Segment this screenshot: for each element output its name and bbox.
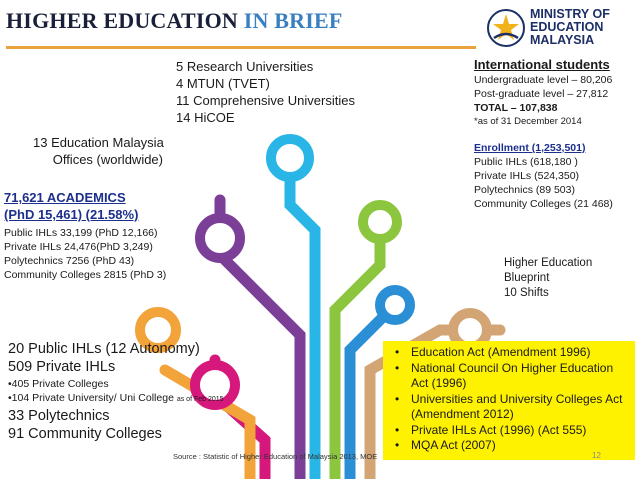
international-block: [474, 56, 612, 129]
community-colleges: 91 Community Colleges: [8, 426, 162, 442]
enrollment-private: Private IHLs (524,350): [474, 170, 580, 182]
act-item: • National Council On Higher Education Act (1996): [411, 361, 629, 392]
ministry-logo: [486, 6, 636, 52]
blueprint-line2: Blueprint: [504, 272, 550, 284]
ministry-logo-text: [530, 8, 610, 47]
ministry-logo-icon: [486, 8, 526, 48]
private-universities-label: •104 Private University/ Uni College: [8, 392, 174, 404]
academics-heading1: 71,621 ACADEMICS: [4, 190, 126, 205]
act-item: • Education Act (Amendment 1996): [411, 345, 629, 361]
academics-private: Private IHLs 24,476(PhD 3,249): [4, 241, 153, 253]
universities-block: [176, 58, 355, 126]
offices-line2: Offices (worldwide): [52, 152, 163, 167]
international-heading: International students: [474, 57, 610, 72]
logo-line3: MALAYSIA: [530, 33, 595, 47]
title-part1: HIGHER EDUCATION: [6, 8, 238, 33]
logo-line2: EDUCATION: [530, 20, 604, 34]
logo-line1: MINISTRY OF: [530, 7, 610, 21]
enrollment-heading: Enrollment (1,253,501): [474, 142, 586, 154]
title-underline: [6, 46, 476, 49]
academics-polytechnics: Polytechnics 7256 (PhD 43): [4, 255, 135, 267]
hicoe: 14 HiCOE: [176, 110, 235, 125]
public-ihls: 20 Public IHLs (12 Autonomy): [8, 341, 200, 357]
blue-node: [380, 290, 410, 320]
blueprint-line1: Higher Education: [504, 257, 593, 269]
offices-block: [33, 134, 163, 168]
enrollment-polytechnics: Polytechnics (89 503): [474, 184, 575, 196]
page-title: [6, 8, 343, 34]
international-undergrad: Undergraduate level – 80,206: [474, 74, 613, 86]
international-postgrad: Post-graduate level – 27,812: [474, 88, 609, 100]
academics-community: Community Colleges 2815 (PhD 3): [4, 269, 167, 281]
offices-line1: 13 Education Malaysia: [33, 135, 164, 150]
acts-list: [383, 341, 635, 454]
private-colleges: •405 Private Colleges: [8, 378, 109, 390]
act-item: • MQA Act (2007): [411, 438, 629, 454]
international-note: *as of 31 December 2014: [474, 116, 582, 127]
blueprint-line3: 10 Shifts: [504, 287, 549, 299]
cyan-node: [271, 139, 309, 177]
enrollment-community: Community Colleges (21 468): [474, 198, 613, 210]
private-ihls: 509 Private IHLs: [8, 359, 116, 375]
academics-heading2: (PhD 15,461) (21.58%): [4, 207, 139, 222]
research-universities: 5 Research Universities: [176, 59, 314, 74]
blueprint-block: [504, 256, 592, 301]
purple-node: [200, 218, 240, 258]
page-number: 12: [592, 451, 601, 460]
private-universities-note: as of Feb 2015: [176, 396, 224, 403]
title-part2: IN BRIEF: [243, 8, 343, 33]
institutions-block: [8, 340, 224, 443]
comprehensive-universities: 11 Comprehensive Universities: [176, 93, 355, 108]
act-item: • Private IHLs Act (1996) (Act 555): [411, 423, 629, 439]
private-universities: [8, 391, 224, 407]
enrollment-block: [474, 141, 613, 211]
green-node: [363, 205, 397, 239]
mtun: 4 MTUN (TVET): [176, 76, 270, 91]
source-note: Source : Statistic of Higher Education of Malaysia 2013, MOE: [173, 452, 378, 461]
polytechnics: 33 Polytechnics: [8, 408, 110, 424]
act-item: • Universities and University Colleges Act (Amendment 2012): [411, 392, 629, 423]
academics-public: Public IHLs 33,199 (PhD 12,166): [4, 227, 158, 239]
academics-block: [4, 189, 166, 282]
acts-box: [383, 341, 635, 460]
international-total: TOTAL – 107,838: [474, 102, 558, 114]
enrollment-public: Public IHLs (618,180 ): [474, 156, 578, 168]
